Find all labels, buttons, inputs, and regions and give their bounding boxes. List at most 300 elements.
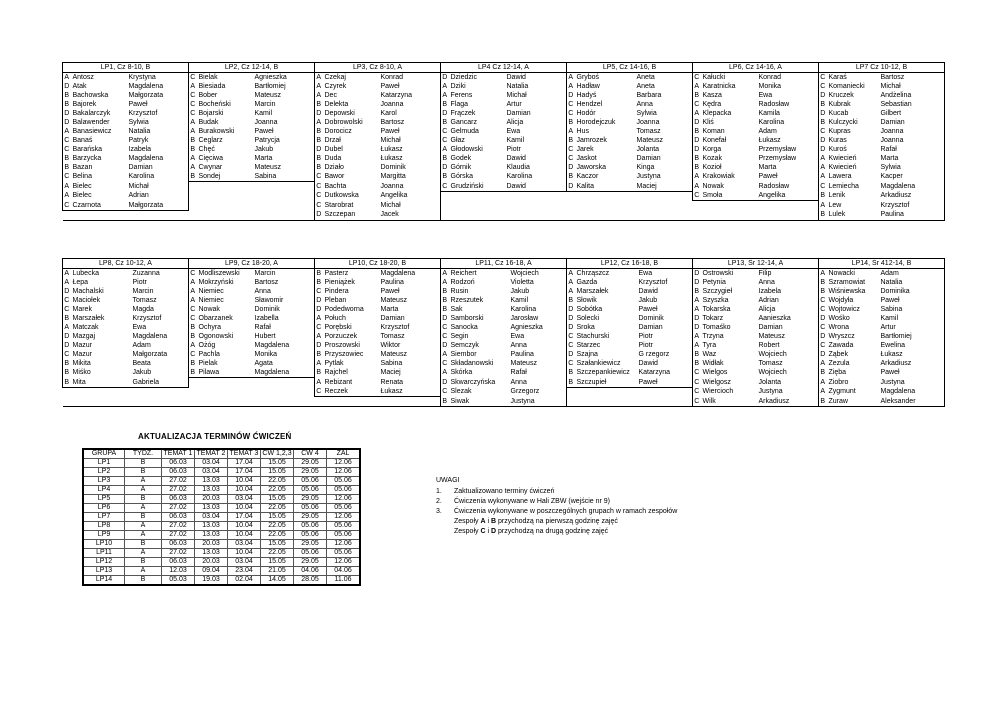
member-surname: Niemiec	[198, 288, 224, 295]
schedule-cell: 22.05	[261, 549, 294, 558]
member-surname: Matczak	[72, 324, 99, 331]
member-surname: Pleban	[324, 297, 347, 304]
member-surname: Mazur	[72, 342, 92, 349]
member-firstname: Anna	[757, 278, 819, 287]
member-firstname: Marcin	[131, 287, 189, 296]
member-surname: Dorocicz	[324, 128, 352, 135]
member-surname: Czyrek	[324, 83, 347, 90]
member-surname: Maciołek	[72, 297, 101, 304]
member-surname: Bachowska	[72, 92, 109, 99]
member-team: D	[568, 306, 574, 313]
member-surname: Wielgosz	[702, 378, 731, 386]
member-surname: Sobótka	[576, 306, 603, 313]
member-surname: Szyszka	[702, 297, 729, 304]
schedule-cell: LP3	[83, 477, 125, 486]
member-firstname: Joanna	[379, 182, 441, 192]
member-team: D	[820, 110, 826, 117]
schedule-cell: 27.02	[162, 486, 195, 495]
schedule-row	[83, 549, 360, 558]
member-team: B	[694, 360, 700, 367]
member-team: C	[190, 101, 196, 108]
group-table-top	[62, 62, 945, 221]
member-surname: Barzycka	[72, 155, 102, 162]
member-team: D	[820, 137, 826, 144]
member-team: B	[316, 351, 322, 358]
schedule-cell: 03.04	[195, 513, 228, 522]
member-firstname: Sebastian	[879, 100, 945, 109]
member-team: A	[820, 378, 826, 386]
schedule-cell: LP9	[83, 531, 125, 540]
member-firstname: Małgorzata	[127, 91, 189, 100]
member-firstname: Filip	[757, 269, 819, 279]
member-team: D	[316, 110, 322, 117]
schedule-cell: LP6	[83, 504, 125, 513]
member-surname: Biesiada	[198, 83, 226, 90]
member-team: B	[568, 378, 574, 386]
group-title: LP2, Cz 12-14, B	[189, 63, 315, 73]
member-team: C	[694, 369, 700, 376]
schedule-cell: 03.04	[228, 558, 261, 567]
member-team: C	[190, 351, 196, 358]
member-surname: Zezula	[828, 360, 850, 367]
schedule-row	[83, 522, 360, 531]
member-firstname: Paweł	[637, 305, 693, 314]
member-firstname: Paweł	[379, 82, 441, 91]
schedule-cell: 13.03	[195, 531, 228, 540]
schedule-cell: A	[125, 477, 162, 486]
schedule-cell: 05.06	[327, 504, 361, 513]
member-firstname: Dominik	[253, 305, 315, 314]
member-team: A	[190, 83, 196, 90]
member-firstname: Magda	[131, 305, 189, 314]
member-firstname: Ewa	[757, 91, 819, 100]
member-team: A	[820, 155, 826, 162]
member-team: C	[190, 92, 196, 99]
member-firstname: Aneta	[635, 73, 693, 83]
member-team: D	[316, 211, 322, 218]
member-firstname: Magdalena	[253, 341, 315, 350]
member-surname: Tokarz	[702, 315, 724, 322]
schedule-cell: A	[125, 549, 162, 558]
member-surname: Zięba	[828, 369, 847, 376]
member-team: B	[442, 101, 448, 108]
member-surname: Szczygieł	[702, 288, 733, 295]
member-surname: Marszałek	[576, 288, 609, 295]
member-team: C	[694, 192, 700, 199]
member-surname: Grudziński	[449, 182, 505, 192]
schedule-cell: B	[125, 576, 162, 586]
member-firstname: Sabina	[379, 359, 441, 368]
member-firstname: Paulina	[379, 278, 441, 287]
member-surname: Godek	[450, 155, 472, 162]
member-firstname: Paweł	[379, 127, 441, 136]
schedule-cell: 29.05	[294, 468, 327, 477]
member-team: C	[568, 342, 574, 349]
member-surname: Pytlak	[324, 360, 344, 367]
member-surname: Marek	[72, 306, 92, 313]
group-title: LP8, Cz 10-12, A	[63, 259, 189, 269]
member-team: A	[190, 279, 196, 286]
member-surname: Szramowiat	[828, 279, 866, 286]
note-team-ab: Zespoły A i B przychodzą na pierwszą godzinę zajęć	[454, 518, 618, 525]
member-surname: Ostrowski	[702, 270, 734, 277]
schedule-cell: B	[125, 513, 162, 522]
member-firstname: Natalia	[127, 127, 189, 136]
empty-cell	[693, 201, 819, 211]
member-firstname: Piotr	[505, 145, 567, 154]
member-firstname: Przemysław	[757, 154, 819, 163]
member-team: D	[568, 351, 574, 358]
member-team: C	[64, 137, 70, 144]
member-team: B	[568, 137, 574, 144]
member-surname: Miśko	[72, 369, 91, 376]
member-firstname: Magdalena	[131, 332, 189, 341]
member-team: A	[820, 270, 826, 277]
empty-cell	[189, 191, 315, 201]
member-surname: Bazan	[72, 164, 93, 171]
member-team: A	[442, 369, 448, 376]
member-firstname: Sławomir	[253, 296, 315, 305]
group-title: LP14, Śr 412-14, B	[819, 259, 945, 269]
member-team: C	[820, 74, 826, 81]
member-team: A	[568, 74, 574, 81]
schedule-cell: 03.04	[195, 459, 228, 468]
note-item	[436, 507, 677, 517]
member-team: B	[442, 173, 448, 180]
member-surname: Balawender	[72, 119, 110, 126]
member-firstname: Sabina	[879, 305, 945, 314]
member-surname: Belina	[72, 173, 92, 180]
schedule-cell: LP14	[83, 576, 125, 586]
member-firstname: Maciej	[635, 182, 693, 192]
member-surname: Dziki	[450, 83, 466, 90]
schedule-cell: 11.06	[327, 576, 361, 586]
schedule-cell: 15.05	[261, 468, 294, 477]
empty-cell	[63, 397, 189, 407]
schedule-cell: LP1	[83, 459, 125, 468]
member-team: D	[694, 119, 700, 126]
member-team: B	[694, 288, 700, 295]
member-surname: Zawada	[828, 342, 854, 349]
empty-cell	[567, 387, 693, 397]
member-firstname: Bartłomiej	[253, 82, 315, 91]
member-surname: Slezak	[450, 388, 472, 395]
empty-cell	[189, 210, 315, 220]
member-team: A	[694, 182, 700, 190]
member-firstname: Kamil	[505, 136, 567, 145]
member-team: A	[568, 270, 574, 277]
member-surname: Waz	[702, 351, 717, 358]
member-surname: Bakalarczyk	[72, 110, 111, 117]
member-firstname: Piotr	[131, 278, 189, 287]
member-firstname: Paulina	[509, 350, 567, 359]
member-team: C	[568, 333, 574, 340]
schedule-cell: A	[125, 504, 162, 513]
member-firstname: Agata	[253, 359, 315, 368]
member-team: C	[316, 288, 322, 295]
member-firstname: Radosław	[757, 182, 819, 192]
empty-cell	[189, 387, 315, 397]
member-firstname: Krzysztof	[879, 201, 945, 211]
member-team: B	[316, 164, 322, 171]
member-surname: Tyra	[702, 342, 717, 349]
member-team: A	[190, 155, 196, 162]
member-surname: Modliszewski	[198, 270, 240, 277]
member-team: C	[820, 182, 826, 190]
member-team: C	[316, 173, 322, 180]
member-surname: Wojtowicz	[828, 306, 860, 313]
notes-title: UWAGI	[436, 477, 460, 484]
member-surname: Rodzoń	[450, 279, 475, 286]
member-firstname: G rzegorz	[637, 350, 693, 359]
member-firstname: Bartłomiej	[879, 332, 945, 341]
member-surname: Krakowiak	[702, 173, 735, 180]
member-firstname: Artur	[879, 323, 945, 332]
schedule-cell: 28.05	[294, 576, 327, 586]
schedule-cell: B	[125, 558, 162, 567]
member-surname: Segin	[450, 333, 469, 340]
member-surname: Korga	[702, 146, 722, 153]
member-surname: Machalski	[72, 288, 104, 295]
member-firstname: Joanna	[379, 100, 441, 109]
schedule-cell: A	[125, 486, 162, 495]
member-surname: Chrząszcz	[576, 270, 610, 277]
member-team: C	[64, 146, 70, 153]
member-surname: Gancarz	[450, 119, 477, 126]
member-surname: Pindera	[324, 288, 349, 295]
schedule-cell: 12.06	[327, 558, 361, 567]
member-team: A	[190, 164, 196, 171]
schedule-header: TYDZ.	[125, 449, 162, 459]
member-firstname: Katarzyna	[379, 91, 441, 100]
member-team: C	[316, 324, 322, 331]
member-firstname: Magdalena	[127, 82, 189, 91]
member-surname: Połuch	[324, 315, 346, 322]
member-surname: Dec	[324, 92, 337, 99]
member-team: C	[694, 388, 700, 395]
schedule-header: GRUPA	[83, 449, 125, 459]
member-firstname: Piotr	[637, 332, 693, 341]
member-firstname: Krystyna	[127, 73, 189, 83]
member-surname: Jamrozek	[576, 137, 607, 144]
member-surname: Bocheński	[198, 101, 231, 108]
member-firstname: Gabriela	[131, 378, 189, 388]
schedule-cell: 05.06	[294, 549, 327, 558]
member-team: C	[568, 110, 574, 117]
schedule-cell: 29.05	[294, 540, 327, 549]
member-firstname: Michał	[379, 136, 441, 145]
member-firstname: Paweł	[253, 127, 315, 136]
schedule-cell: 12.03	[162, 567, 195, 576]
member-firstname: Rafał	[509, 368, 567, 378]
member-team: B	[64, 164, 70, 171]
schedule-cell: 29.05	[294, 459, 327, 468]
member-surname: Bawor	[324, 173, 345, 180]
member-firstname: Paulina	[879, 210, 945, 220]
member-team: A	[316, 83, 322, 90]
member-surname: Bojarski	[198, 110, 224, 117]
member-firstname: Paweł	[379, 287, 441, 296]
group-title: LP6, Cz 14-16, A	[693, 63, 819, 73]
member-surname: Rusin	[450, 288, 469, 295]
member-team: B	[316, 137, 322, 144]
member-team: A	[316, 74, 322, 81]
member-surname: Kubrak	[828, 101, 851, 108]
schedule-cell: LP10	[83, 540, 125, 549]
member-firstname: Patryk	[127, 136, 189, 145]
member-surname: Stachurski	[576, 333, 610, 340]
schedule-cell: 27.02	[162, 531, 195, 540]
schedule-cell: 10.04	[228, 549, 261, 558]
member-team: D	[64, 288, 70, 295]
schedule-cell: 12.06	[327, 459, 361, 468]
group-title: LP7 Cz 10-12, B	[819, 63, 945, 73]
member-team: B	[820, 211, 826, 218]
member-team: C	[316, 192, 322, 199]
member-firstname: Radosław	[757, 100, 819, 109]
empty-cell	[189, 378, 315, 388]
member-team: A	[316, 378, 322, 386]
member-firstname: Natalia	[879, 278, 945, 287]
member-surname: Starobrat	[324, 201, 354, 209]
member-firstname: Marta	[253, 154, 315, 163]
member-firstname: Paweł	[127, 100, 189, 109]
member-team: C	[820, 297, 826, 304]
schedule-cell: 05.06	[327, 522, 361, 531]
member-team: D	[64, 110, 70, 117]
member-surname: Kędra	[702, 101, 722, 108]
member-team: D	[694, 270, 700, 277]
member-team: D	[820, 351, 826, 358]
member-firstname: Łukasz	[379, 387, 441, 397]
member-team: A	[694, 110, 700, 117]
member-team: C	[442, 333, 448, 340]
member-surname: Banaś	[72, 137, 93, 144]
member-firstname: Adrian	[127, 191, 189, 201]
schedule-cell: 13.03	[195, 486, 228, 495]
member-firstname: Adrian	[757, 296, 819, 305]
member-firstname: Jakub	[509, 287, 567, 296]
member-surname: Żuraw	[827, 397, 879, 407]
member-surname: Szajna	[576, 351, 598, 358]
member-team: B	[190, 173, 196, 180]
member-firstname: Bartosz	[379, 118, 441, 127]
member-firstname: Krzysztof	[127, 109, 189, 118]
member-surname: Chęć	[198, 146, 215, 153]
empty-cell	[567, 397, 693, 407]
member-firstname: Jarosław	[509, 314, 567, 323]
member-firstname: Andżelina	[879, 91, 945, 100]
member-surname: Składanowski	[450, 360, 494, 367]
schedule-cell: 05.06	[327, 549, 361, 558]
member-firstname: Dominik	[379, 163, 441, 172]
member-team: B	[190, 333, 196, 340]
member-team: A	[190, 288, 196, 295]
member-firstname: Joanna	[879, 127, 945, 136]
member-firstname: Anna	[635, 100, 693, 109]
member-surname: Czekaj	[324, 74, 346, 81]
member-firstname: Arkadiusz	[879, 359, 945, 368]
member-firstname: Marta	[379, 305, 441, 314]
member-surname: Głodowski	[450, 146, 483, 153]
member-surname: Wielgos	[702, 369, 728, 376]
member-surname: Karatnicka	[702, 83, 736, 90]
member-team: D	[694, 146, 700, 153]
member-surname: Bachta	[324, 182, 347, 190]
member-team: B	[316, 155, 322, 162]
member-surname: Kupras	[828, 128, 851, 135]
member-team: B	[820, 279, 826, 286]
member-surname: Szczupieł	[575, 378, 637, 388]
member-team: C	[694, 101, 700, 108]
member-firstname: Wiktor	[379, 341, 441, 350]
member-team: C	[64, 201, 70, 209]
member-firstname: Kacper	[879, 172, 945, 182]
schedule-cell: 15.05	[261, 495, 294, 504]
member-surname: Pieniążek	[324, 279, 355, 286]
member-surname: Lew	[828, 201, 842, 209]
member-surname: Lemiecha	[828, 182, 859, 190]
schedule-cell: 15.05	[261, 540, 294, 549]
member-firstname: Damian	[505, 109, 567, 118]
member-team: A	[568, 288, 574, 295]
member-team: A	[820, 201, 826, 209]
member-firstname: Damian	[879, 118, 945, 127]
member-surname: Sroka	[576, 324, 595, 331]
member-firstname: Renata	[379, 378, 441, 388]
member-firstname: Magdalena	[379, 269, 441, 279]
schedule-row	[83, 513, 360, 522]
member-firstname: Ewa	[505, 127, 567, 136]
member-team: B	[190, 360, 196, 367]
schedule-cell: 22.05	[261, 477, 294, 486]
member-team: B	[316, 279, 322, 286]
member-team: B	[190, 137, 196, 144]
member-surname: Sondej	[197, 172, 253, 182]
member-team: D	[442, 342, 448, 349]
note-text: Ćwiczenia wykonywane w Hali ZBW (wejście nr 9)	[454, 498, 610, 505]
schedule-cell: 03.04	[195, 468, 228, 477]
member-surname: Dobrowolski	[324, 119, 363, 126]
member-surname: Wiercioch	[702, 388, 734, 395]
schedule-header: TEMAT 1	[162, 449, 195, 459]
member-surname: Budak	[198, 119, 219, 126]
member-firstname: Tomasz	[635, 127, 693, 136]
member-team: A	[316, 119, 322, 126]
member-team: B	[64, 101, 70, 108]
member-team: D	[64, 333, 70, 340]
schedule-cell: 05.06	[327, 477, 361, 486]
member-team: B	[442, 119, 448, 126]
schedule-cell: 29.05	[294, 495, 327, 504]
member-team: A	[64, 182, 70, 190]
member-surname: Konefał	[702, 137, 727, 144]
member-surname: Karaś	[828, 74, 847, 81]
member-firstname: Rafał	[879, 145, 945, 154]
member-surname: Cięciwa	[198, 155, 224, 162]
member-surname: Skórka	[450, 369, 473, 376]
schedule-cell: 20.03	[195, 495, 228, 504]
member-surname: Nowak	[702, 182, 724, 190]
schedule-row	[83, 486, 360, 495]
member-team: C	[190, 306, 196, 313]
member-team: A	[820, 360, 826, 367]
schedule-cell: 13.03	[195, 504, 228, 513]
member-team: A	[694, 333, 700, 340]
member-surname: Ochyra	[198, 324, 222, 331]
member-team: A	[190, 342, 196, 349]
member-surname: Kruczek	[828, 92, 854, 99]
